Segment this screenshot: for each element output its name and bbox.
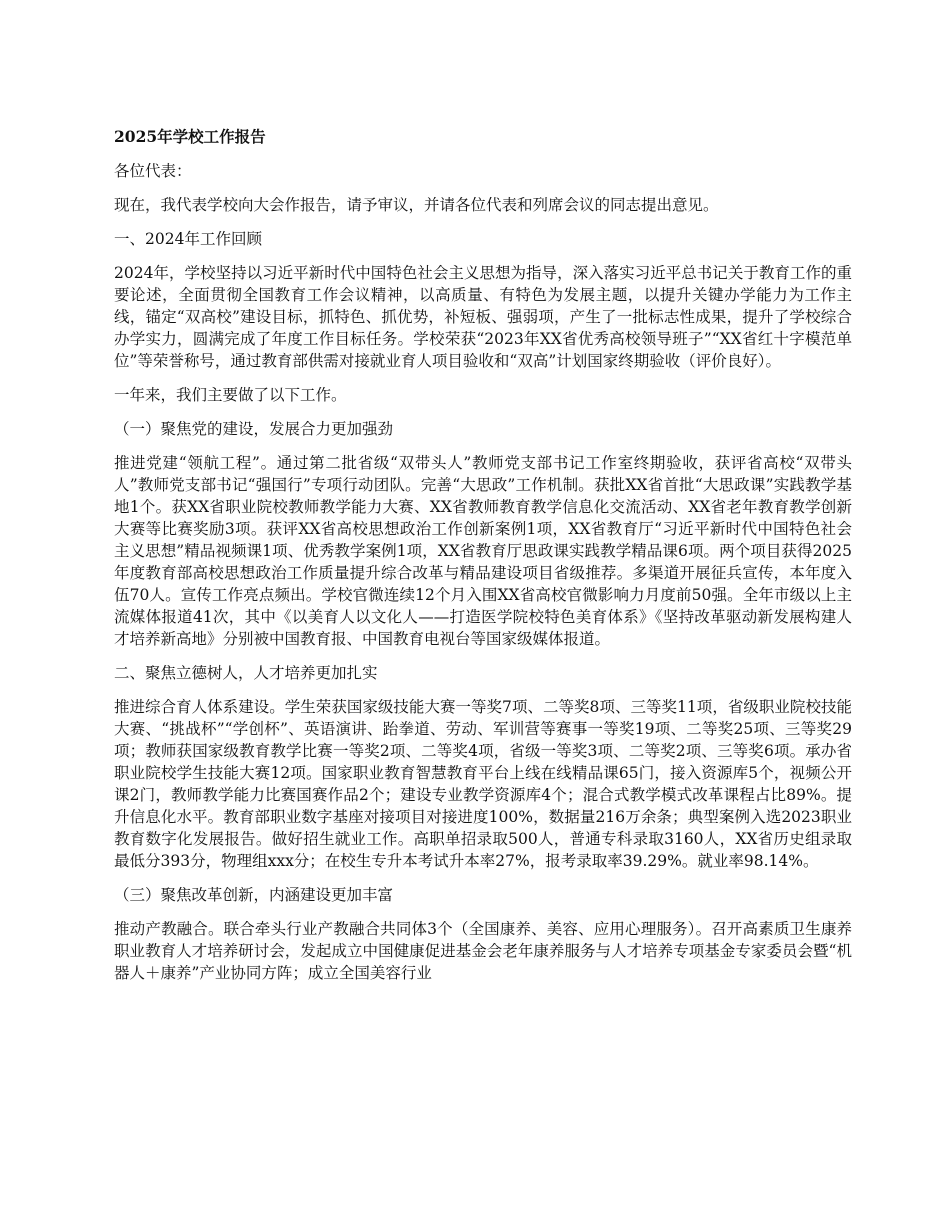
opening-paragraph: 现在，我代表学校向大会作报告，请予审议，并请各位代表和列席会议的同志提出意见。 xyxy=(114,196,719,214)
section-heading-talent: 二、聚焦立德树人，人才培养更加扎实 xyxy=(114,664,378,682)
section-heading-review: 一、2024年工作回顾 xyxy=(114,230,262,248)
reform-paragraph: 推动产教融合。联合牵头行业产教融合共同体3个（全国康养、美容、应用心理服务）。召开高素质卫生康养职业教育人才培养研讨会，发起成立中国健康促进基金会老年康养服务与人才培养专项基金专家委员会暨“机器人＋康养”产业协同方阵；成立全国美容行业 xyxy=(114,920,852,982)
talent-training-paragraph: 推进综合育人体系建设。学生荣获国家级技能大赛一等奖7项、二等奖8项、三等奖11项，省级职业院校技能大赛、“挑战杯”“学创杯”、英语演讲、跆拳道、劳动、军训营等赛事一等奖19项、二等奖25项、三等奖29项；教师获国家级教育教学比赛一等奖2项、二等奖4项，省级一等奖3项、二等奖2项、三等奖6项。承办省职业院校学生技能大赛12项。国家职业教育智慧教育平台上线在线精品课65门，接入资源库5个，视频公开课2门，教师教学能力比赛国赛作品2个；建设专业教学资源库4个；混合式教学模式改革课程占比89%。提升信息化水平。教育部职业数字基座对接项目对接进度100%，数据量216万余条；典型案例入选2023职业教育数字化发展报告。做好招生就业工作。高职单招录取500人，普通专科录取3160人，XX省历史组录取最低分393分，物理组xxx分；在校生专升本考试升本率27%，报考录取率39.29%。就业率98.14%。 xyxy=(114,698,852,870)
document-page xyxy=(114,126,852,996)
subsection-heading-reform: （三）聚焦改革创新，内涵建设更加丰富 xyxy=(114,886,394,904)
subsection-heading-party: （一）聚焦党的建设，发展合力更加强劲 xyxy=(114,420,394,438)
review-paragraph: 2024年，学校坚持以习近平新时代中国特色社会主义思想为指导，深入落实习近平总书记关于教育工作的重要论述，全面贯彻全国教育工作会议精神，以高质量、有特色为发展主题，以提升关键办学能力为工作主线，锚定“双高校”建设目标，抓特色、抓优势，补短板、强弱项，产生了一批标志性成果，提升了学校综合办学实力，圆满完成了年度工作目标任务。学校荣获“2023年XX省优秀高校领导班子”“XX省红十字模范单位”等荣誉称号，通过教育部供需对接就业育人项目验收和“双高”计划国家终期验收（评价良好）。 xyxy=(114,264,852,370)
document-title: 2025年学校工作报告 xyxy=(114,127,266,146)
work-intro-paragraph: 一年来，我们主要做了以下工作。 xyxy=(114,386,347,404)
salutation: 各位代表： xyxy=(114,162,192,180)
party-building-paragraph: 推进党建“领航工程”。通过第二批省级“双带头人”教师党支部书记工作室终期验收，获评省高校“双带头人”教师党支部书记“强国行”专项行动团队。完善“大思政”工作机制。获批XX省首批“大思政课”实践教学基地1个。获XX省职业院校教师教学能力大赛、XX省教师教育教学信息化交流活动、XX省老年教育教学创新大赛等比赛奖励3项。获评XX省高校思想政治工作创新案例1项，XX省教育厅“习近平新时代中国特色社会主义思想”精品视频课1项、优秀教学案例1项，XX省教育厅思政课实践教学精品课6项。两个项目获得2025年度教育部高校思想政治工作质量提升综合改革与精品建设项目省级推荐。多渠道开展征兵宣传，本年度入伍70人。宣传工作亮点频出。学校官微连续12个月入围XX省高校官微影响力月度前50强。全年市级以上主流媒体报道41次，其中《以美育人以文化人——打造医学院校特色美育体系》《坚持改革驱动新发展构建人才培养新高地》分别被中国教育报、中国教育电视台等国家级媒体报道。 xyxy=(114,454,852,648)
